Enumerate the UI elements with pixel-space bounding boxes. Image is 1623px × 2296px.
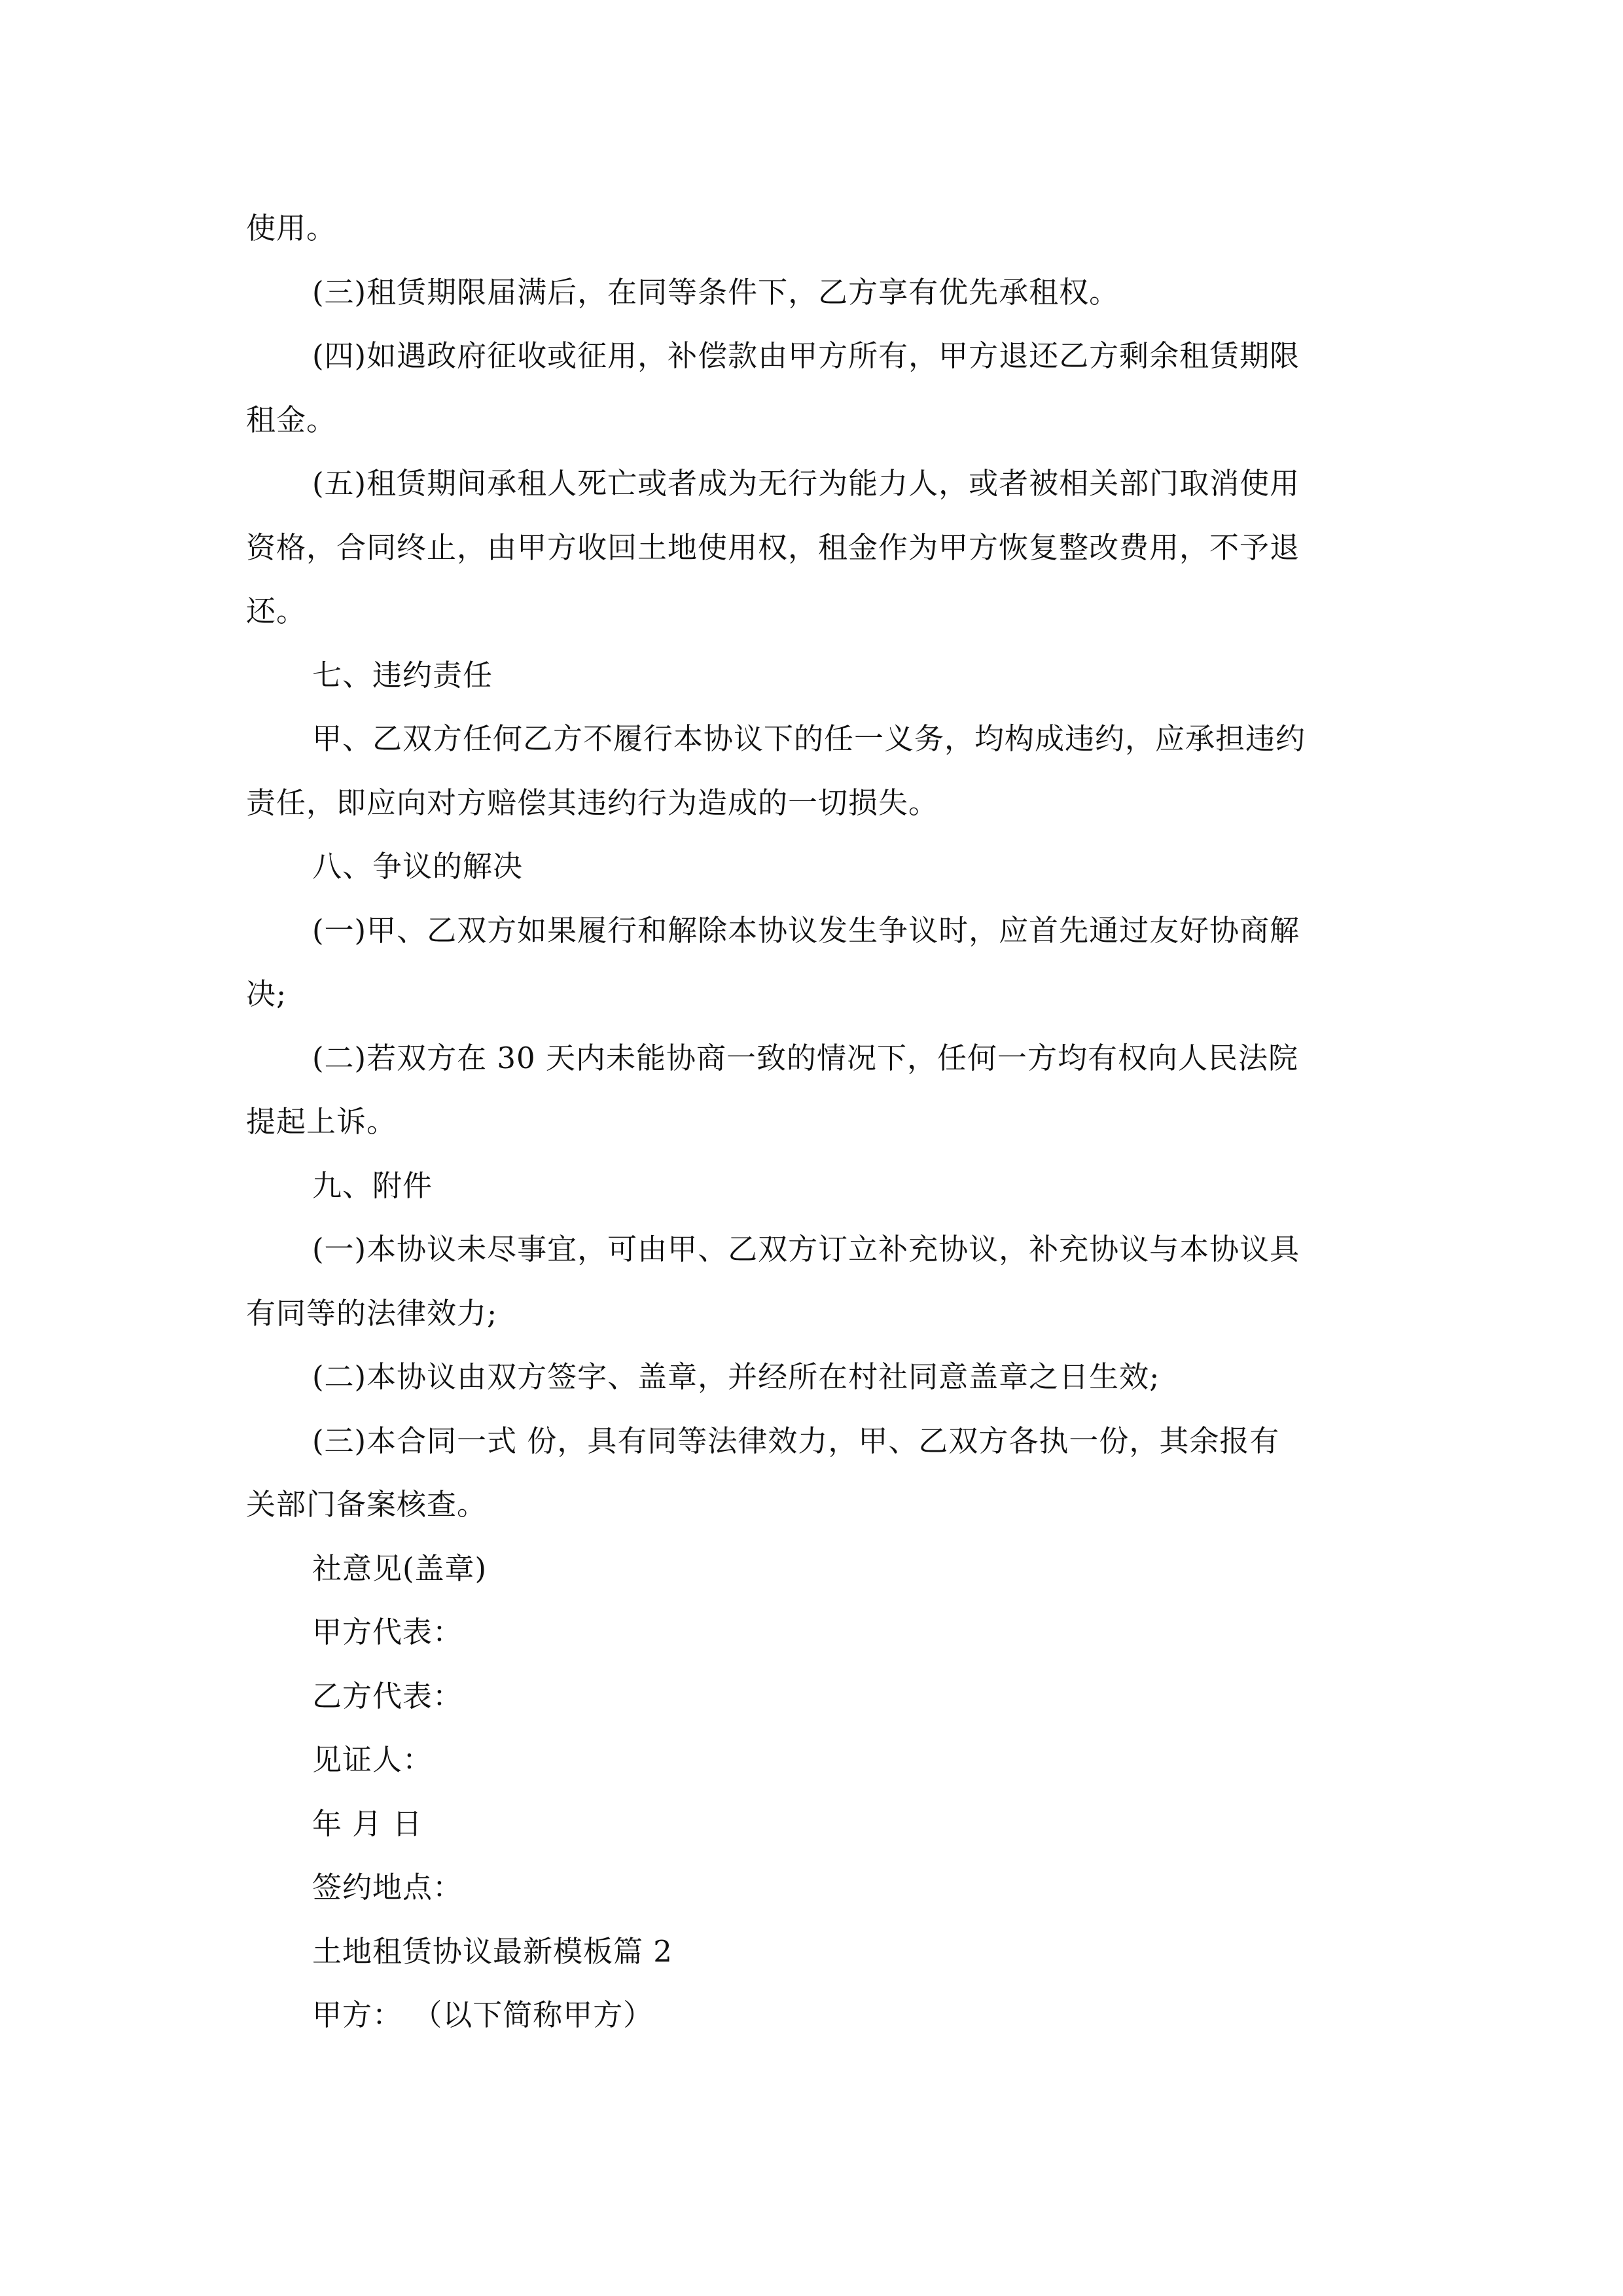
paragraph-line: (二)若双方在 30 天内未能协商一致的情况下，任何一方均有权向人民法院 <box>312 1040 1298 1075</box>
paragraph-line: (五)租赁期间承租人死亡或者成为无行为能力人，或者被相关部门取消使用 <box>312 466 1300 501</box>
signature-field: 见证人： <box>312 1742 433 1777</box>
paragraph-line: 决; <box>246 977 287 1011</box>
signature-field: 甲方代表： <box>312 1615 463 1649</box>
section-heading: 八、争议的解决 <box>312 849 524 884</box>
paragraph-line: (一)甲、乙双方如果履行和解除本协议发生争议时，应首先通过友好协商解 <box>312 912 1300 948</box>
party-a-field: 甲方： （以下简称甲方） <box>312 1998 654 2032</box>
date-field: 年 月 日 <box>312 1806 423 1841</box>
paragraph-line: 关部门备案核查。 <box>246 1487 488 1522</box>
paragraph-line: 还。 <box>246 594 307 628</box>
paragraph-line: (三)本合同一式 份，具有同等法律效力，甲、乙双方各执一份，其余报有 <box>312 1423 1280 1458</box>
paragraph-line: (四)如遇政府征收或征用，补偿款由甲方所有，甲方退还乙方剩余租赁期限 <box>312 338 1300 373</box>
signature-field: 乙方代表： <box>312 1678 463 1713</box>
paragraph-line: 提起上诉。 <box>246 1104 397 1139</box>
paragraph-line: 使用。 <box>246 211 337 245</box>
document-title: 土地租赁协议最新模板篇 2 <box>312 1933 673 1969</box>
paragraph-line: (二)本协议由双方签字、盖章，并经所在村社同意盖章之日生效; <box>312 1359 1160 1394</box>
signature-field: 社意见(盖章) <box>312 1551 488 1586</box>
paragraph-line: (一)本协议未尽事宜，可由甲、乙双方订立补充协议，补充协议与本协议具 <box>312 1232 1300 1266</box>
paragraph-line: 有同等的法律效力; <box>246 1295 498 1331</box>
document-body <box>246 196 1378 2047</box>
section-heading: 七、违约责任 <box>312 657 493 692</box>
paragraph-line: 租金。 <box>246 402 337 437</box>
paragraph-line: 资格，合同终止，由甲方收回土地使用权，租金作为甲方恢复整改费用，不予退 <box>246 529 1300 565</box>
section-heading: 九、附件 <box>312 1168 433 1203</box>
paragraph-line: 责任，即应向对方赔偿其违约行为造成的一切损失。 <box>246 785 939 820</box>
paragraph-line: (三)租赁期限届满后，在同等条件下，乙方享有优先承租权。 <box>312 274 1120 310</box>
paragraph-line: 甲、乙双方任何乙方不履行本协议下的任一义务，均构成违约，应承担违约 <box>312 721 1306 756</box>
signing-place-field: 签约地点： <box>312 1870 463 1905</box>
